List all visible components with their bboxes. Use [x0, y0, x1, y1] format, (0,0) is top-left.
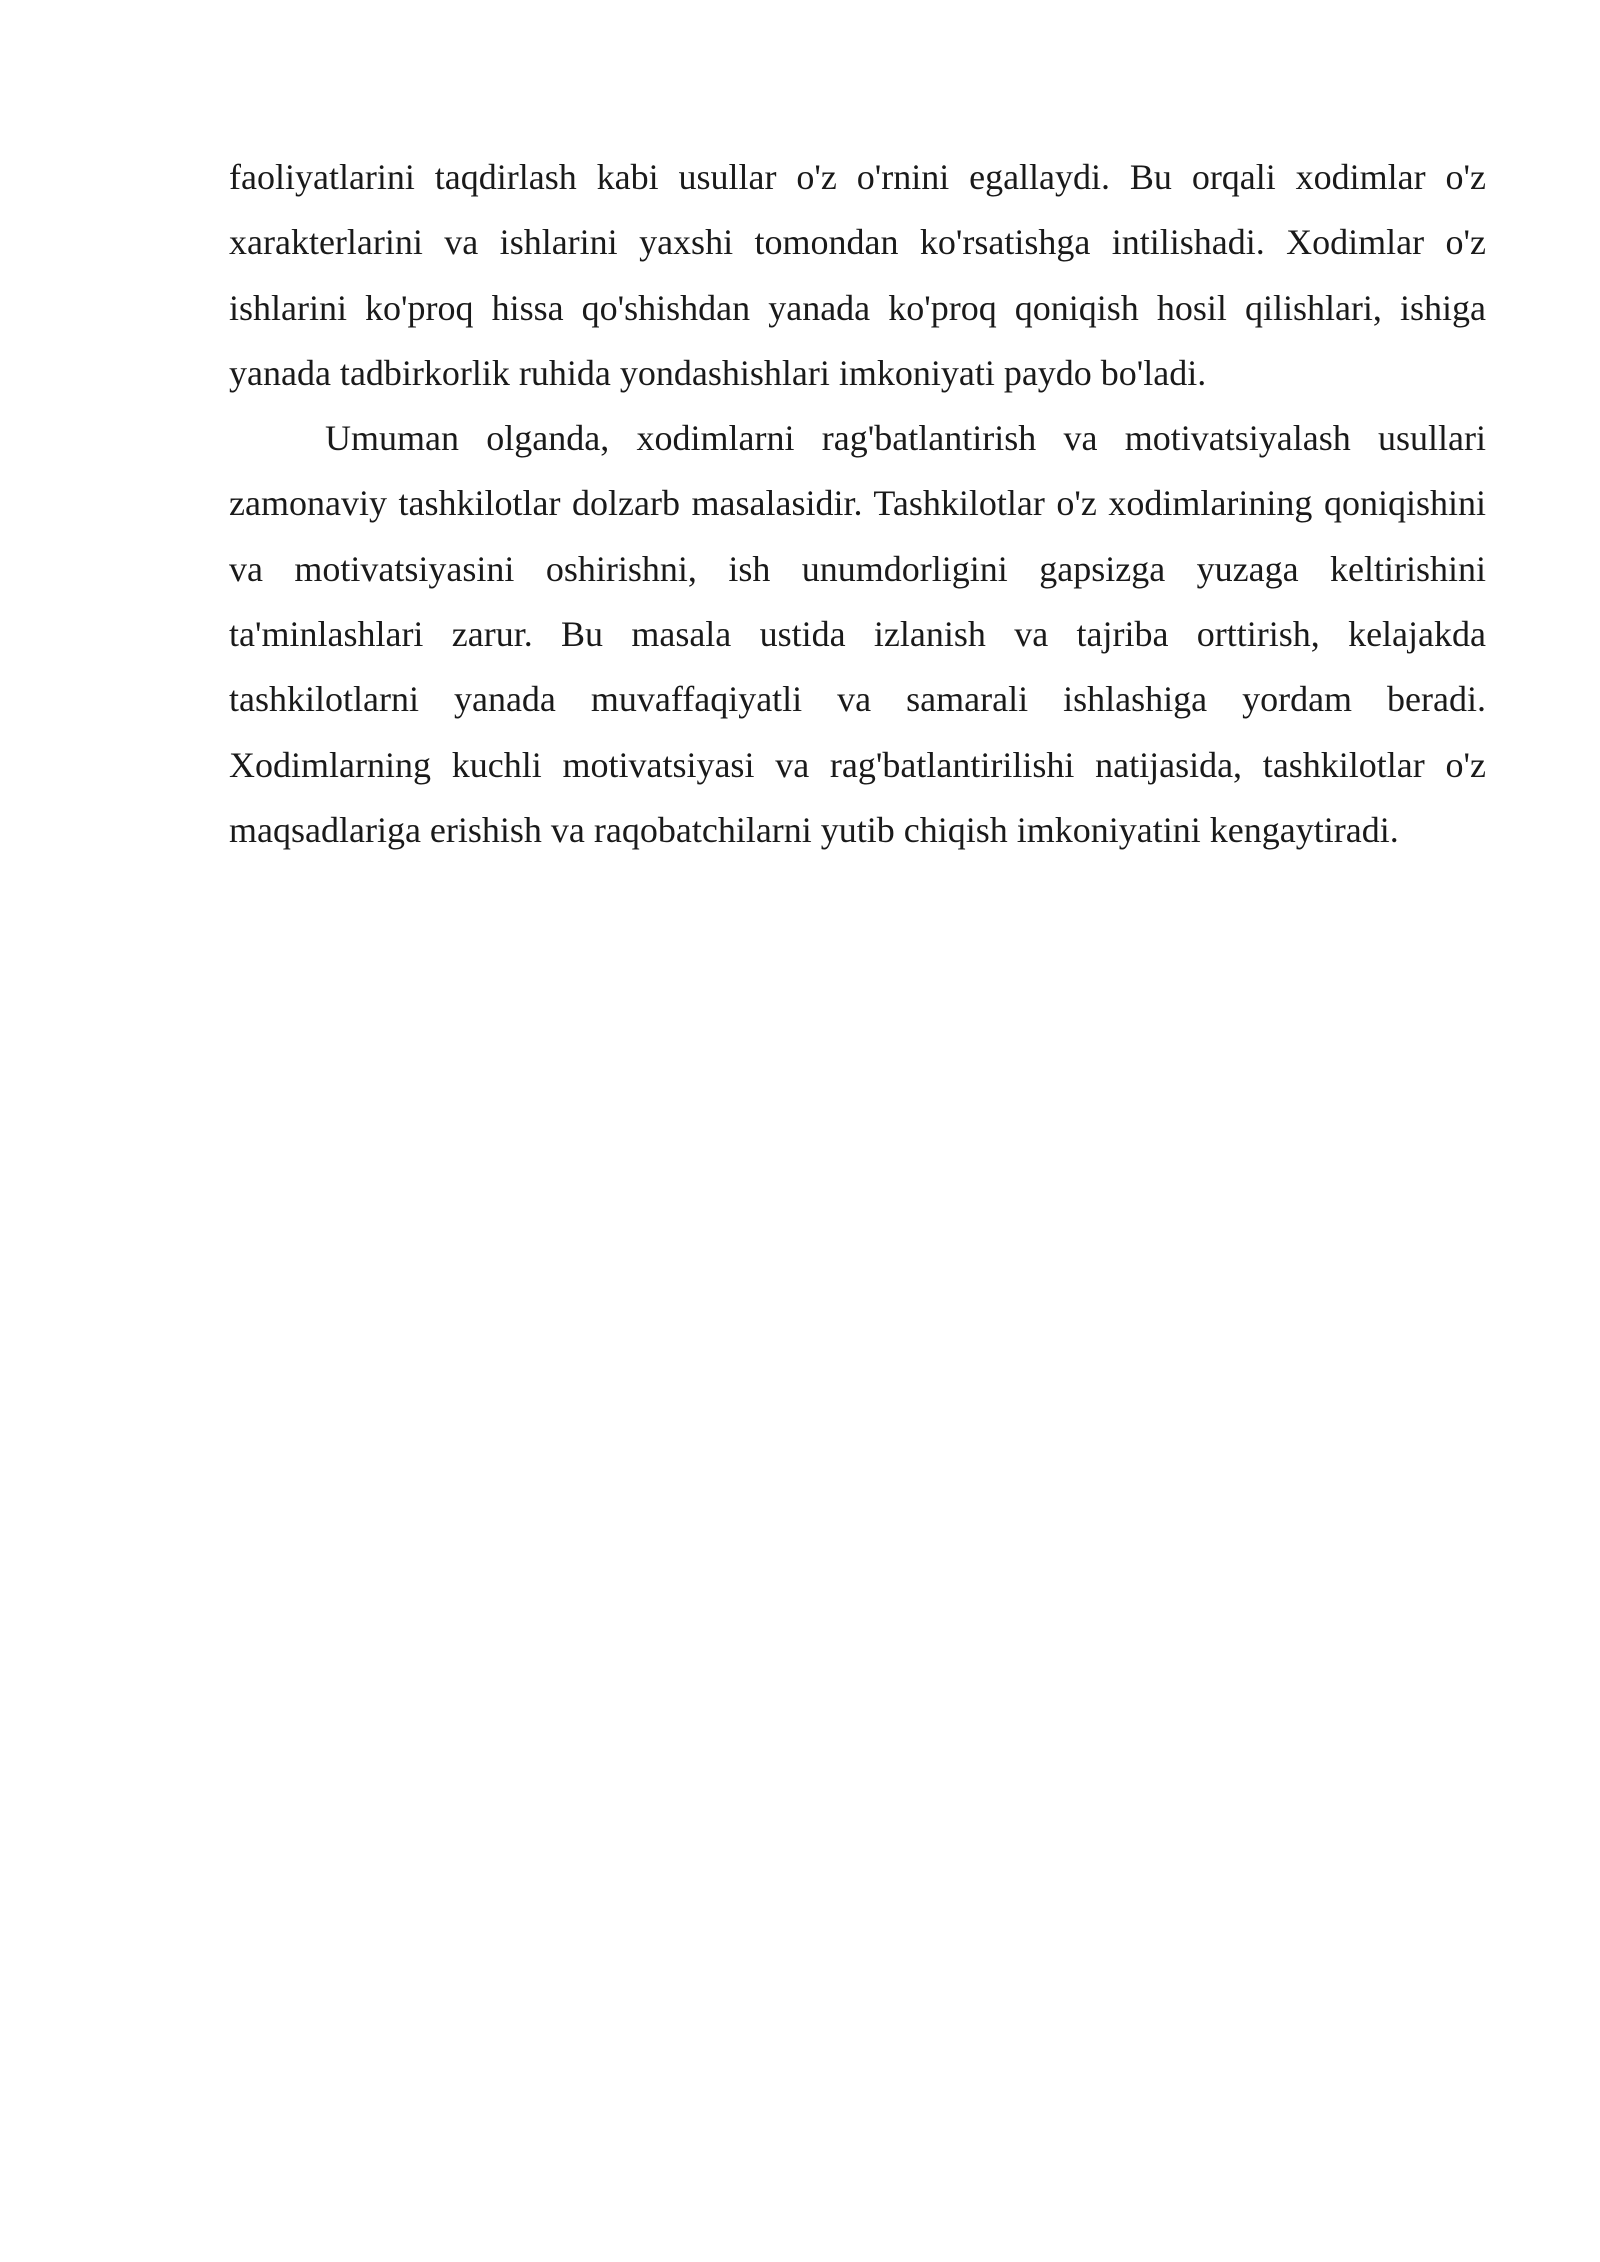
- body-text: [229, 145, 1486, 863]
- paragraph-conclusion: Umuman olganda, xodimlarni rag'batlantirish va motivatsiyalash usullari zamonaviy tashkilotlar dolzarb masalasidir. Tashkilotlar o'z xodimlarining qoniqishini va motivatsiyasini oshirishni, ish unumdorligini gapsizga yuzaga keltirishini ta'minlashlari zarur. Bu masala ustida izlanish va tajriba orttirish, kelajakda tashkilotlarni yanada muvaffaqiyatli va samarali ishlashiga yordam beradi. Xodimlarning kuchli motivatsiyasi va rag'batlantirilishi natijasida, tashkilotlar o'z maqsadlariga erishish va raqobatchilarni yutib chiqish imkoniyatini kengaytiradi.: [229, 418, 1486, 850]
- paragraph-continuation: faoliyatlarini taqdirlash kabi usullar o'z o'rnini egallaydi. Bu orqali xodimlar o'z xarakterlarini va ishlarini yaxshi tomondan ko'rsatishga intilishadi. Xodimlar o'z ishlarini ko'proq hissa qo'shishdan yanada ko'proq qoniqish hosil qilishlari, ishiga yanada tadbirkorlik ruhida yondashishlari imkoniyati paydo bo'ladi.: [229, 157, 1486, 393]
